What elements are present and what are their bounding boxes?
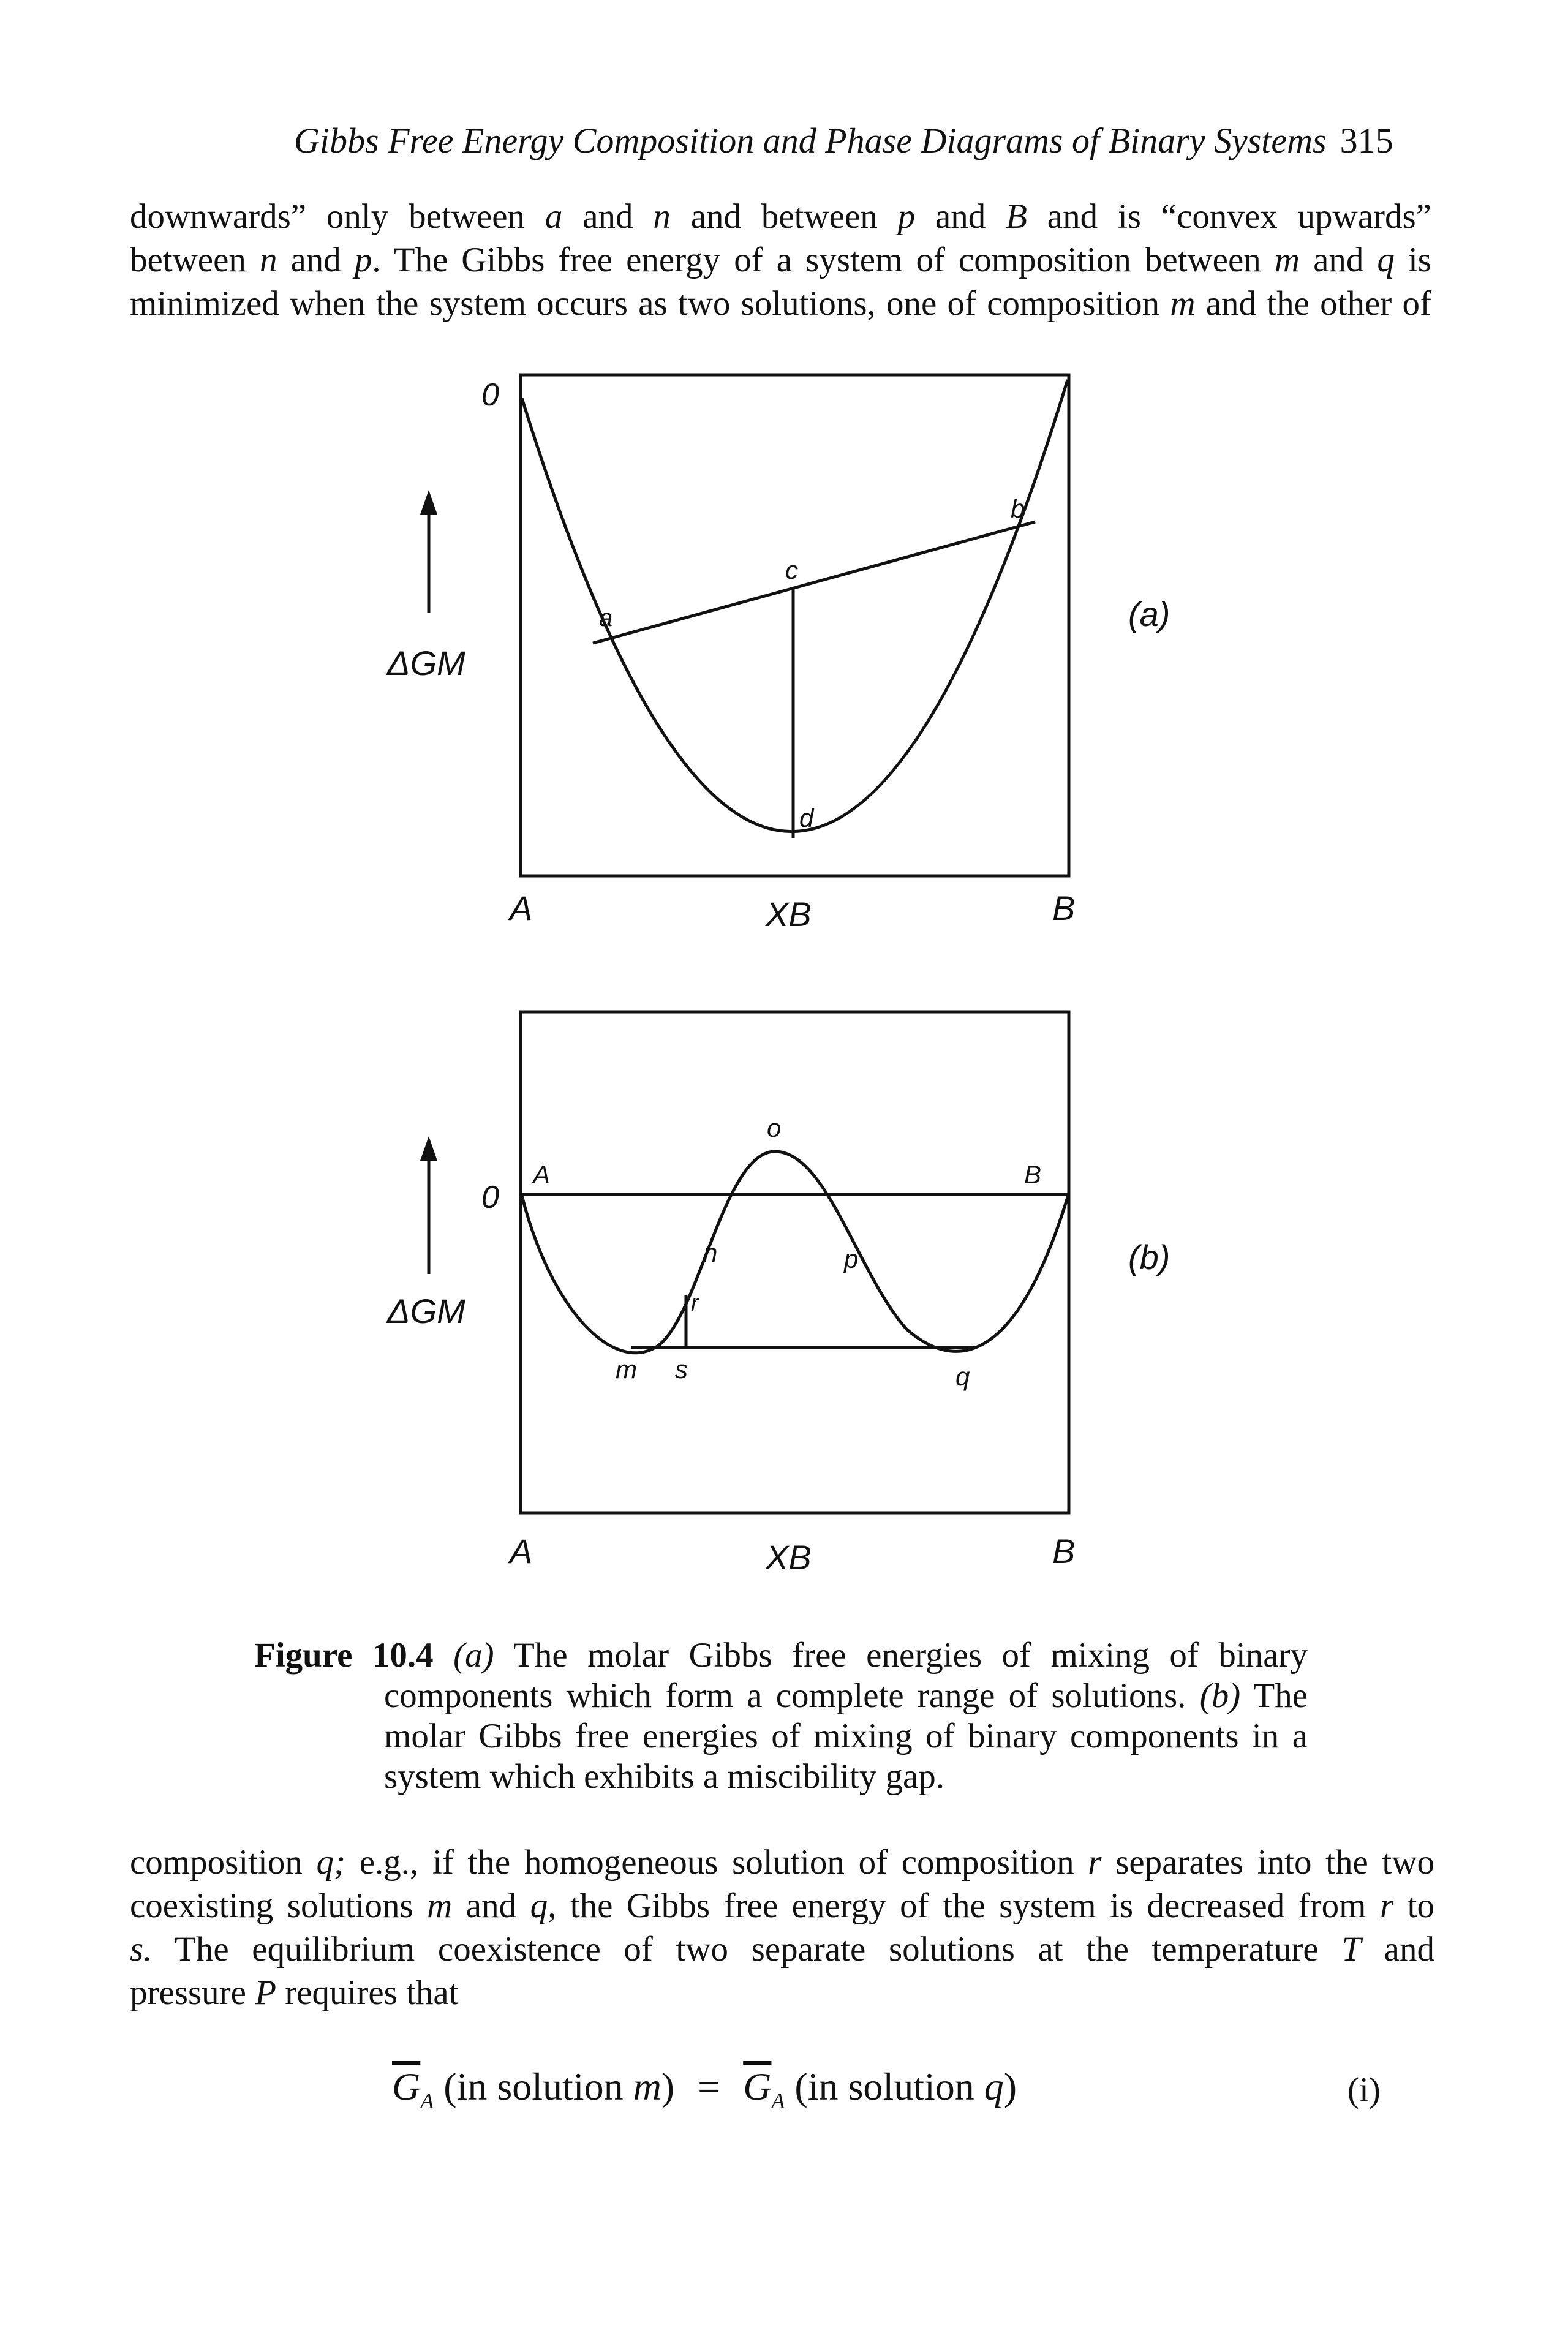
- equation-i: $\overline{G}_A$ (in solution $m) = \overline{G}_A$ (in solution q): [392, 2065, 1017, 2113]
- panel-a-labels: [386, 377, 1170, 933]
- paragraph-line: minimized when the system occurs as two solutions, one of composition m and the other of: [130, 284, 1431, 323]
- point-label-p: p: [844, 1245, 859, 1273]
- panel-a-y-zero: 0: [481, 377, 499, 413]
- panel-b-x-axis-label: XB: [766, 1538, 812, 1577]
- page-number: 315: [1340, 121, 1393, 160]
- panel-b-y-arrow-head: [420, 1136, 437, 1161]
- equation-rhs-subscript: A: [771, 2088, 785, 2113]
- point-label-r: r: [691, 1291, 699, 1316]
- panel-b-tag: (b): [1128, 1238, 1170, 1276]
- panel-a-tag: (a): [1128, 595, 1170, 633]
- panel-b-frame: [521, 1012, 1069, 1513]
- equation-equals: =: [698, 2065, 720, 2108]
- caption-continuation: [384, 1676, 1308, 1797]
- panel-b: [420, 1012, 1069, 1513]
- point-label-B: B: [1024, 1160, 1042, 1189]
- panel-a-x-right: B: [1052, 889, 1076, 927]
- caption-line: Figure 10.4 (a) The molar Gibbs free energies of mixing of binary: [254, 1636, 1308, 1675]
- point-label-n: n: [703, 1238, 718, 1267]
- paragraph-line: between n and p. The Gibbs free energy of a system of composition between m and q is: [130, 241, 1431, 279]
- panel-a-y-arrow-head: [420, 490, 437, 514]
- point-label-A: A: [533, 1160, 551, 1189]
- paragraph-line: pressure P requires that: [130, 1973, 459, 2012]
- equation-lhs-symbol: $\overline{G}$: [392, 2065, 421, 2108]
- point-label-s: s: [675, 1355, 688, 1384]
- point-label-b: b: [1011, 494, 1025, 523]
- caption-line: molar Gibbs free energies of mixing of binary components in a: [384, 1717, 1308, 1755]
- panel-a: [420, 375, 1069, 876]
- panel-a-x-axis-label: XB: [766, 895, 812, 933]
- paragraph-bottom: [130, 1841, 1434, 2015]
- equation-lhs-subscript: A: [420, 2088, 434, 2113]
- equation-rhs-symbol: $\overline{G}$: [743, 2065, 772, 2108]
- panel-b-x-right: B: [1052, 1532, 1076, 1570]
- paragraph-line: coexisting solutions m and q, the Gibbs free energy of the system is decreased from r to: [130, 1887, 1434, 1925]
- caption-line: components which form a complete range of solutions. (b) The: [384, 1676, 1308, 1715]
- point-label-q: q: [956, 1362, 970, 1391]
- paragraph-line: s. The equilibrium coexistence of two separate solutions at the temperature T and: [130, 1930, 1434, 1969]
- panel-a-x-left: A: [510, 889, 533, 927]
- panel-a-tangent-line-ab: [593, 522, 1035, 643]
- paragraph-line: downwards” only between a and n and between p and B and is “convex upwards”: [130, 197, 1431, 236]
- panel-b-y-zero: 0: [481, 1180, 499, 1215]
- panel-a-y-axis-label: ΔGM: [387, 644, 466, 682]
- figure-caption: [254, 1635, 1308, 1797]
- point-label-a: a: [599, 605, 613, 631]
- panel-b-x-left: A: [510, 1532, 533, 1570]
- panel-b-y-axis-label: ΔGM: [387, 1292, 466, 1330]
- running-title: Gibbs Free Energy Composition and Phase Diagrams of Binary Systems: [294, 121, 1327, 160]
- paragraph-line: composition q; e.g., if the homogeneous solution of composition r separates into the two: [130, 1843, 1434, 1882]
- point-label-m: m: [616, 1355, 637, 1384]
- point-label-o: o: [767, 1114, 782, 1142]
- equation-number: (i): [1348, 2071, 1381, 2109]
- panel-b-labels: [386, 1114, 1170, 1577]
- point-label-d: d: [799, 804, 814, 832]
- caption-label: Figure 10.4: [254, 1636, 434, 1675]
- point-label-c: c: [785, 556, 798, 584]
- caption-line: system which exhibits a miscibility gap.: [384, 1757, 945, 1796]
- panel-b-gibbs-curve: [522, 1152, 1069, 1353]
